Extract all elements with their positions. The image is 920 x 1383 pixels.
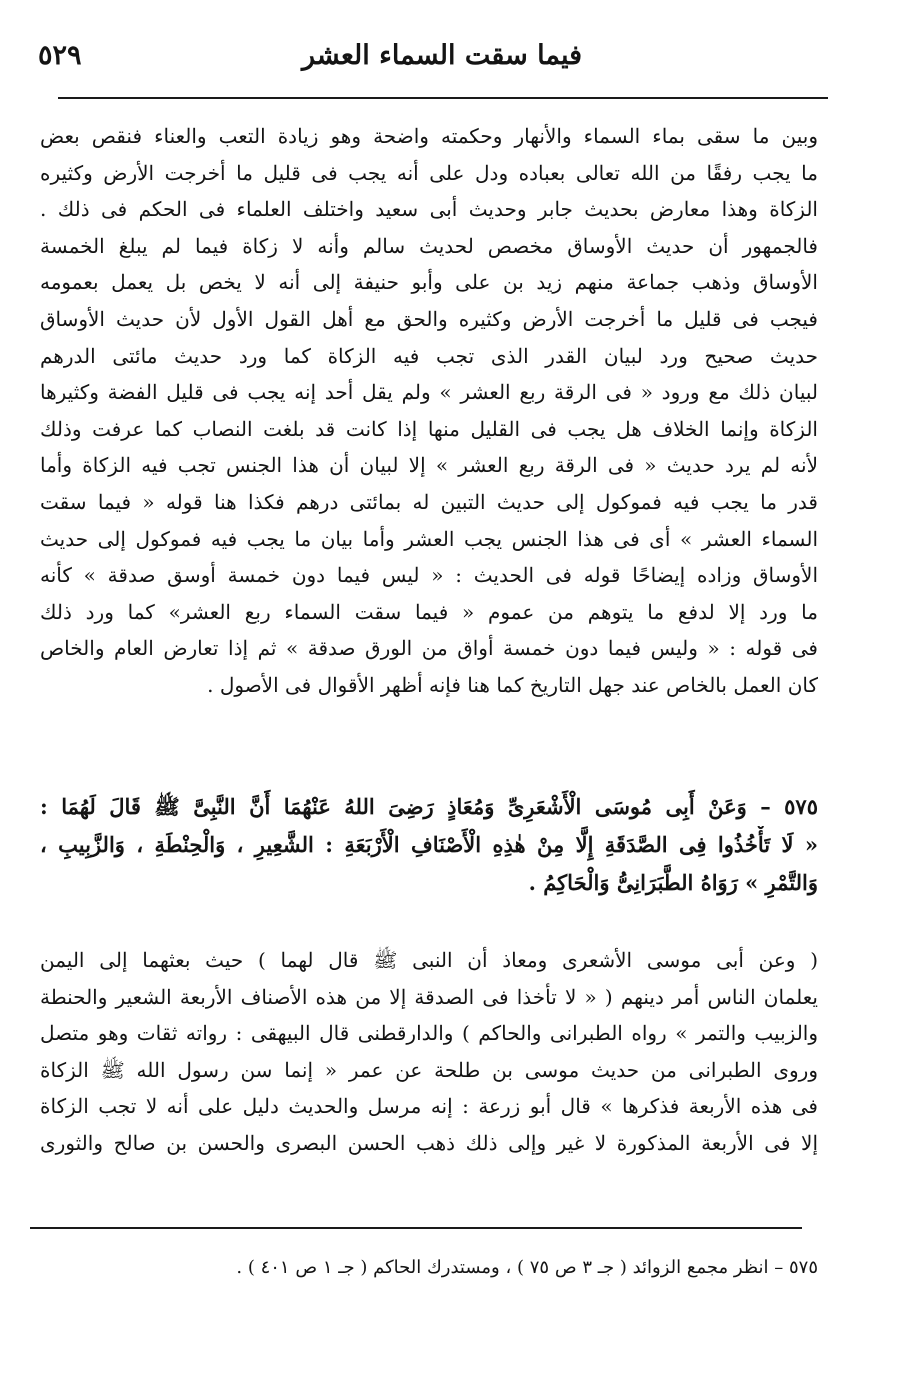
page-header	[0, 34, 920, 90]
text-line: وروى الطبرانى من حديث موسى بن طلحة عن عمر « إنما سن رسول الله ﷺ الزكاة	[40, 1057, 818, 1082]
text-line: ( وعن أبى موسى الأشعرى ومعاذ أن النبى ﷺ قال لهما ) حيث بعثهما إلى اليمن	[40, 948, 818, 972]
commentary-paragraph-1	[40, 118, 818, 704]
text-line: لبيان ذلك مع ورود « فى الرقة ربع العشر » ولم يقل أحد إنه يجب فى قليل الفضة وكثيرها	[40, 380, 818, 405]
text-line: حديث صحيح ورد لبيان القدر الذى تجب فيه الزكاة كما ورد حديث مائتى الدرهم	[40, 343, 818, 368]
hadith-line: ٥٧٥ – وَعَنْ أَبِى مُوسَى الْأَشْعَرِىِّ وَمُعَاذٍ رَضِىَ اللهُ عَنْهُمَا أَنَّ النَّبِىَّ ﷺ قَالَ لَهُمَا :	[40, 794, 818, 819]
text-line: والزبيب والتمر » رواه الطبرانى والحاكم ) والدارقطنى قال البيهقى : رواته ثقات وهو متصل	[40, 1021, 818, 1046]
text-line: الأوساق وزاده إيضاحًا قوله فى الحديث : « ليس فيما دون خمسة أوسق صدقة » كأنه	[40, 563, 818, 588]
commentary-paragraph-2	[40, 942, 818, 1162]
hadith-line: « لَا تَأْخُذُوا فِى الصَّدَقَةِ إِلَّا مِنْ هٰذِهِ الْأَصْنَافِ الْأَرْبَعَةِ : الشَّعِيرِ ، وَالْحِنْطَةِ ، وَالزَّبِيبِ ،	[40, 832, 818, 857]
text-line: إلا فى الأربعة المذكورة لا غير وإلى ذلك ذهب الحسن البصرى والحسن بن صالح والثورى	[40, 1130, 818, 1155]
footnote-rule	[30, 1227, 802, 1229]
text-line: الأوساق وذهب جماعة منهم زيد بن على وأبو حنيفة إلى أنه لا يخص بل يعمل بعمومه	[40, 270, 818, 295]
text-line: ما ورد إلا لدفع ما يتوهم من عموم « فيما سقت السماء ربع العشر» كما ورد ذلك	[40, 599, 818, 624]
page-number: ٥٢٩	[38, 40, 82, 71]
text-line: الزكاة وهذا معارض بحديث جابر وحديث أبى سعيد واختلف العلماء فى الحكم فى ذلك .	[40, 197, 818, 222]
text-line: يعلمان الناس أمر دينهم ( « لا تأخذا فى الصدقة إلا من هذه الأصناف الأربعة الشعير والحنطة	[40, 984, 818, 1009]
text-line: فالجمهور أن حديث الأوساق مخصص لحديث سالم وأنه لا زكاة فيما لم يبلغ الخمسة	[40, 233, 818, 258]
text-line: ما يجب رفقًا من الله تعالى بعباده ودل على أنه يجب فى قليل ما أخرجت الأرض وكثيره	[40, 160, 818, 185]
text-line: وبين ما سقى بماء السماء والأنهار وحكمته واضحة وهو زيادة التعب والعناء فنقص بعض	[40, 124, 818, 148]
text-line: لأنه لم يرد حديث « فى الرقة ربع العشر » إلا لبيان أن هذا الجنس تجب فيه الزكاة وأما	[40, 453, 818, 478]
hadith-line: وَالتَّمْرِ » رَوَاهُ الطَّبَرَانِىُّ وَالْحَاكِمُ .	[528, 870, 818, 895]
running-title: فيما سقت السماء العشر	[302, 40, 582, 71]
text-line: كان العمل بالخاص عند جهل التاريخ كما هنا فإنه أظهر الأقوال فى الأصول .	[207, 672, 818, 697]
footnote-575	[40, 1250, 818, 1287]
text-line: السماء العشر » أى فى هذا الجنس يجب العشر وأما بيان ما يجب فيه فموكول إلى حديث	[40, 526, 818, 551]
text-line: فيجب فى قليل ما أخرجت الأرض وكثيره والحق مع أهل القول الأول لأن حديث الأوساق	[40, 306, 818, 331]
header-rule	[58, 97, 828, 99]
text-line: الزكاة وإنما الخلاف هل يجب فى القليل منها إذا كانت قد بلغت النصاب كما عرفت وذلك	[40, 416, 818, 441]
text-line: فى قوله : « وليس فيما دون خمسة أواق من الورق صدقة » ثم إذا تعارض العام والخاص	[40, 636, 818, 661]
hadith-575	[40, 788, 818, 902]
text-line: قدر ما يجب فيه فموكول إلى حديث التبين له بمائتى درهم فكذا هنا قوله « فيما سقت	[40, 489, 818, 514]
footnote-text: ٥٧٥ – انظر مجمع الزوائد ( جـ ٣ ص ٧٥ ) ، ومستدرك الحاكم ( جـ ١ ص ٤٠١ ) .	[236, 1257, 818, 1278]
text-line: فى هذه الأربعة فذكرها » قال أبو زرعة : إنه مرسل والحديث دليل على أنه لا تجب الزكاة	[40, 1094, 818, 1119]
